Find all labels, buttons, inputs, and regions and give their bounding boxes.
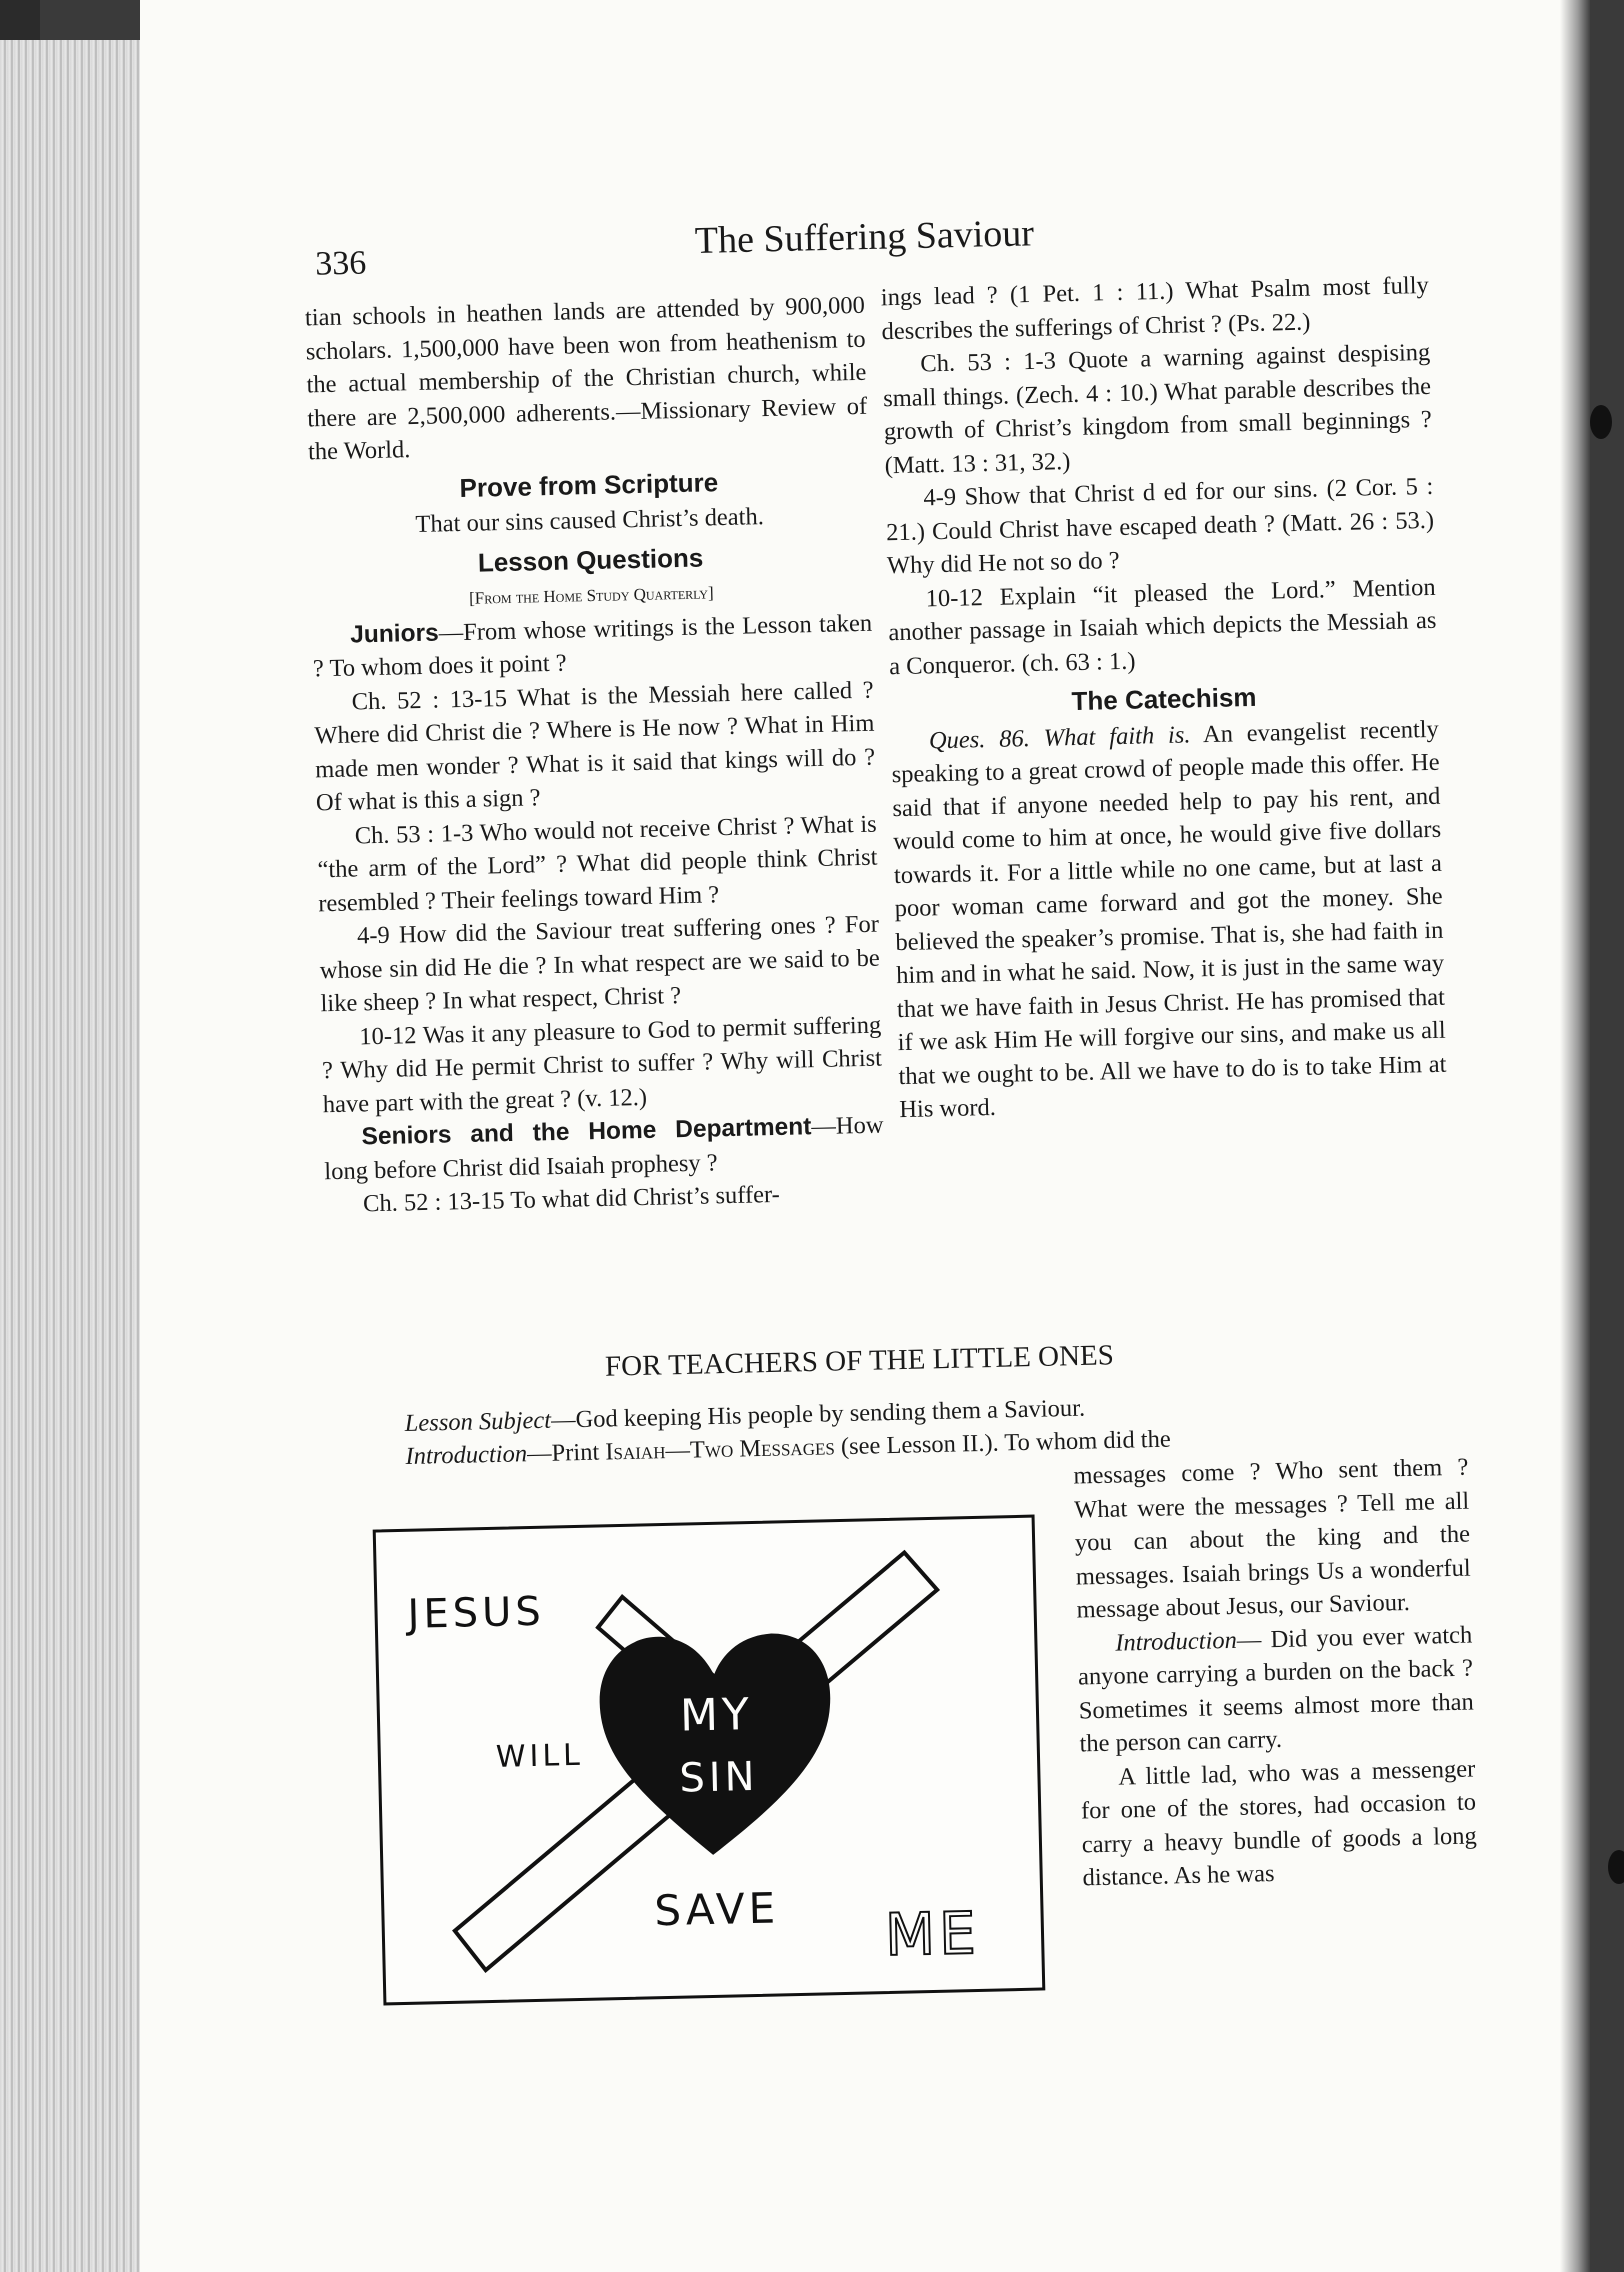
lesson-questions-source: [From the Home Study Quarterly] bbox=[468, 583, 714, 608]
heading-prove-from-scripture: Prove from Scripture bbox=[459, 466, 719, 503]
introduction-text-end: (see Lesson II.). To whom did the bbox=[834, 1425, 1172, 1461]
introduction-text: —Print bbox=[526, 1438, 606, 1468]
introduction-label: Introduction bbox=[405, 1440, 528, 1471]
illus-word-sin: SIN bbox=[678, 1753, 760, 1802]
paragraph: A little lad, who was a messenger for one of the stores, had occasion to carry a heavy bundle of goods a long distance. As he was bbox=[1080, 1754, 1478, 1892]
right-column bbox=[880, 269, 1447, 1127]
prove-text: That our sins caused Christ’s death. bbox=[415, 503, 765, 539]
binding-hole bbox=[1608, 1850, 1624, 1884]
illus-word-me: ME bbox=[884, 1898, 981, 1970]
introduction-text: — Did you ever watch anyone carrying a burden on the back ? Sometimes it seems almost more than the person can carry. bbox=[1077, 1621, 1475, 1758]
paragraph bbox=[1077, 1618, 1475, 1761]
introduction-caps: Isaiah—Two Messages bbox=[605, 1433, 836, 1466]
heading-the-catechism: The Catechism bbox=[1071, 681, 1257, 717]
question: Ch. 52 : 13-15 What is the Messiah here called ? Where did Christ die ? Where is He now ? What in Him made men wonder ? What is it said that kings will do ? Of what is this a sign ? bbox=[314, 676, 876, 817]
lesson-subject-label: Lesson Subject bbox=[404, 1406, 552, 1438]
question-label: Ques. 86. What faith is. bbox=[928, 720, 1191, 754]
page-number: 336 bbox=[314, 244, 367, 283]
question: 10-12 Was it any pleasure to God to permit suffering ? Why did He permit Christ to suffer ? Why will Christ have part with the great ? (v. 12.) bbox=[321, 1011, 883, 1118]
seniors-paragraph bbox=[323, 1109, 884, 1189]
juniors-text: —From whose writings is the Lesson taken ? To whom does it point ? bbox=[312, 609, 873, 683]
question: Ch. 53 : 1-3 Quote a warning against despising small things. (Zech. 4 : 10.) What parable describes the growth of Christ’s kingdom from small beginnings ? (Matt. 13 : 31, 32.) bbox=[882, 338, 1433, 479]
book-page-edges bbox=[0, 40, 150, 2272]
catechism-text: An evangelist recently speaking to a great crowd of people made this offer. He said that if anyone needed help to pay his rent, and would come to him at once, he would give five dollars towards it. For a little while no one came, but at last a poor woman came forward and got the money. She believed the speaker’s promise. That is, she had faith in him and in what he said. Now, it is just in the same way that we have faith in Jesus Christ. He has promised that if we ask Him He will forgive our sins, and make us all that we ought to be. All we have to do is to take Him at His word. bbox=[891, 715, 1447, 1124]
lesson-subject-text: —God keeping His people by sending them a Saviour. bbox=[550, 1394, 1086, 1434]
heading-lesson-questions: Lesson Questions bbox=[477, 541, 704, 578]
running-title: The Suffering Saviour bbox=[694, 212, 1035, 262]
illus-word-my: MY bbox=[679, 1689, 754, 1742]
heading-teachers: FOR TEACHERS OF THE LITTLE ONES bbox=[604, 1339, 1115, 1383]
illustration-cross-heart bbox=[373, 1515, 1046, 2006]
question: 10-12 Explain “it pleased the Lord.” Mention another passage in Isaiah which depicts the Messiah as a Conqueror. (ch. 63 : 1.) bbox=[888, 573, 1437, 680]
page-gutter-shadow bbox=[1560, 0, 1590, 2272]
paragraph: messages come ? Who sent them ? What were the messages ? Tell me all you can about the king and the messages. Isaiah brings Us a wonderful message about Jesus, our Saviour. bbox=[1073, 1453, 1471, 1624]
juniors-label: Juniors bbox=[349, 619, 439, 649]
seniors-label: Seniors and the Home Department bbox=[361, 1113, 812, 1151]
paragraph: tian schools in heathen lands are attended by 900,000 scholars. 1,500,000 have been won from heathenism to the actual membership of the Christian church, while there are 2,500,000 adherents.—Missionary Review of the World. bbox=[304, 291, 868, 466]
left-column bbox=[305, 289, 886, 1222]
illus-word-save: SAVE bbox=[653, 1883, 780, 1936]
illus-word-jesus: JESUS bbox=[407, 1588, 546, 1638]
introduction-label: Introduction bbox=[1114, 1626, 1238, 1657]
seniors-text: —How long before Christ did Isaiah prophesy ? bbox=[324, 1111, 884, 1185]
illus-word-will: WILL bbox=[495, 1737, 585, 1775]
juniors-paragraph bbox=[312, 606, 873, 686]
question: Ch. 53 : 1-3 Who would not receive Christ ? What is “the arm of the Lord” ? What did people think Christ resembled ? Their feelings toward Him ? bbox=[317, 810, 878, 917]
paragraph: ings lead ? (1 Pet. 1 : 11.) What Psalm most fully describes the sufferings of Christ ? (Ps. 22.) bbox=[880, 271, 1430, 345]
question: Ch. 52 : 13-15 To what did Christ’s suffer- bbox=[362, 1180, 781, 1218]
question: 4-9 Show that Christ d ed for our sins. (2 Cor. 5 : 21.) Could Christ have escaped death ? (Matt. 26 : 53.) Why did He not so do ? bbox=[885, 472, 1435, 580]
catechism-paragraph bbox=[891, 712, 1448, 1126]
narrow-column bbox=[1073, 1451, 1478, 1895]
binding-hole bbox=[1590, 405, 1612, 439]
question: 4-9 How did the Saviour treat suffering ones ? For whose sin did He die ? In what respect are we said to be like sheep ? In what respect, Christ ? bbox=[319, 910, 880, 1018]
